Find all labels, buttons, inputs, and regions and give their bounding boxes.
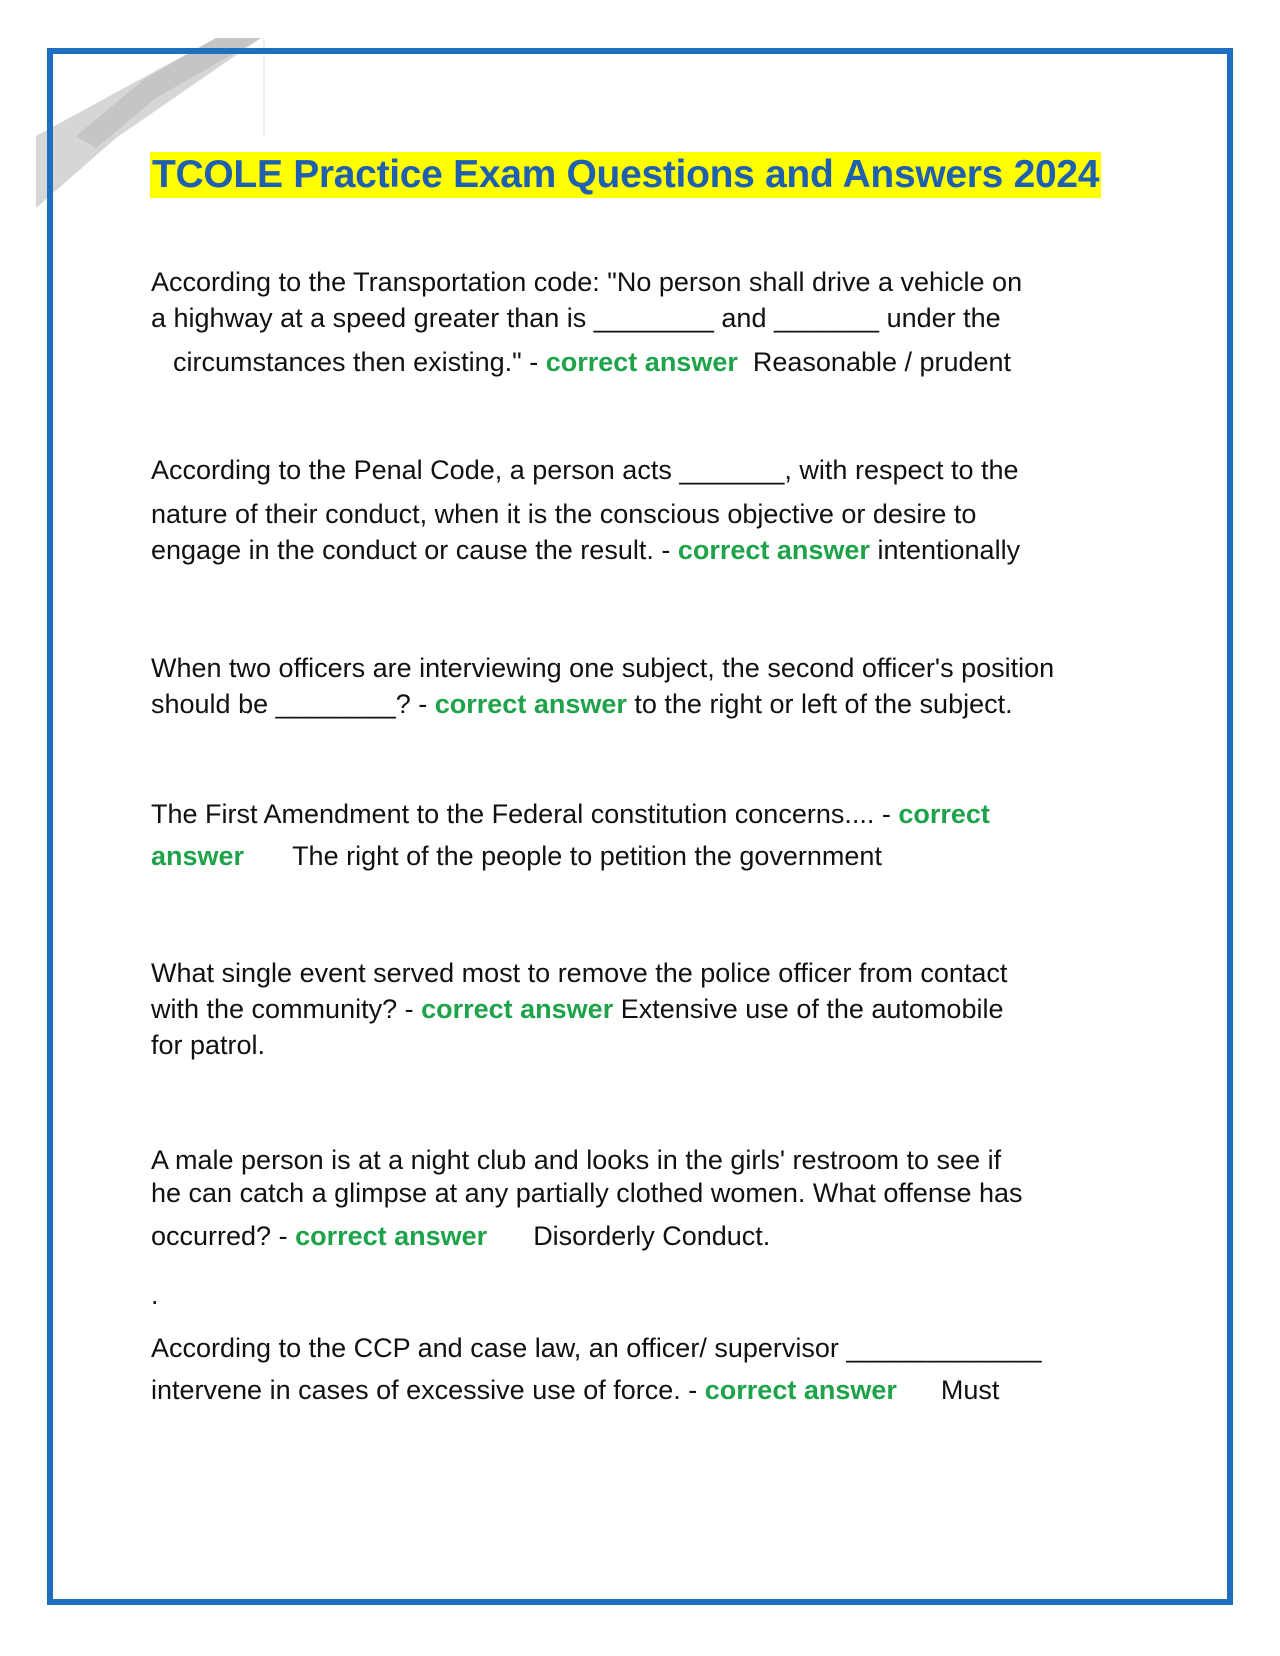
qa-item-7 bbox=[151, 1330, 1111, 1408]
answer-text: Extensive use of the automobile bbox=[620, 994, 1004, 1024]
question-line: nature of their conduct, when it is the conscious objective or desire to bbox=[151, 499, 977, 529]
answer-label-part: correct bbox=[898, 799, 990, 829]
qa-item-5 bbox=[151, 955, 1111, 1063]
answer-text: The right of the people to petition the government bbox=[292, 841, 882, 871]
qa-item-3 bbox=[151, 650, 1111, 722]
question-answer-line bbox=[151, 344, 1111, 380]
question-line: When two officers are interviewing one subject, the second officer's position bbox=[151, 653, 1055, 683]
answer-line bbox=[151, 838, 1111, 874]
answer-line: for patrol. bbox=[151, 1030, 266, 1060]
answer-label-part: answer bbox=[151, 841, 245, 871]
answer-label: correct answer bbox=[421, 994, 614, 1024]
question-line: What single event served most to remove the police officer from contact bbox=[151, 958, 1008, 988]
question-answer-line bbox=[151, 796, 1111, 832]
answer-text: intentionally bbox=[877, 535, 1021, 565]
question-line: According to the CCP and case law, an officer/ supervisor _____________ bbox=[151, 1333, 1042, 1363]
question-line: The First Amendment to the Federal constitution concerns.... - bbox=[151, 799, 891, 829]
answer-label: correct answer bbox=[704, 1375, 897, 1405]
answer-label: correct answer bbox=[677, 535, 870, 565]
question-line: a highway at a speed greater than is ________ and _______ under the bbox=[151, 303, 1001, 333]
qa-item-2 bbox=[151, 452, 1111, 568]
qa-item-1 bbox=[151, 264, 1111, 380]
question-line: should be ________? - bbox=[151, 689, 428, 719]
question-answer-line bbox=[151, 991, 1111, 1027]
question-line: circumstances then existing." - bbox=[173, 347, 539, 377]
question-line: According to the Transportation code: "No person shall drive a vehicle on bbox=[151, 267, 1023, 297]
question-answer-line bbox=[151, 686, 1111, 722]
question-line: he can catch a glimpse at any partially clothed women. What offense has bbox=[151, 1178, 1023, 1208]
stray-period: . bbox=[151, 1280, 159, 1310]
question-line: with the community? - bbox=[151, 994, 414, 1024]
question-line: engage in the conduct or cause the result. - bbox=[151, 535, 671, 565]
document-title: TCOLE Practice Exam Questions and Answers 2024 bbox=[152, 153, 1100, 196]
question-line: intervene in cases of excessive use of force. - bbox=[151, 1375, 698, 1405]
answer-text: Must bbox=[940, 1375, 1000, 1405]
question-answer-line bbox=[151, 1218, 1111, 1254]
question-answer-line bbox=[151, 532, 1111, 568]
answer-text: to the right or left of the subject. bbox=[634, 689, 1013, 719]
answer-text: Disorderly Conduct. bbox=[533, 1221, 771, 1251]
question-line: According to the Penal Code, a person acts _______, with respect to the bbox=[151, 455, 1019, 485]
answer-label: correct answer bbox=[295, 1221, 488, 1251]
question-answer-line bbox=[151, 1372, 1111, 1408]
qa-item-4 bbox=[151, 796, 1111, 874]
answer-label: correct answer bbox=[434, 689, 627, 719]
qa-item-6 bbox=[151, 1144, 1111, 1254]
answer-text: Reasonable / prudent bbox=[752, 347, 1012, 377]
question-line: occurred? - bbox=[151, 1221, 288, 1251]
title-block bbox=[150, 152, 1101, 198]
answer-label: correct answer bbox=[545, 347, 738, 377]
question-line: A male person is at a night club and looks in the girls' restroom to see if bbox=[151, 1145, 1002, 1175]
